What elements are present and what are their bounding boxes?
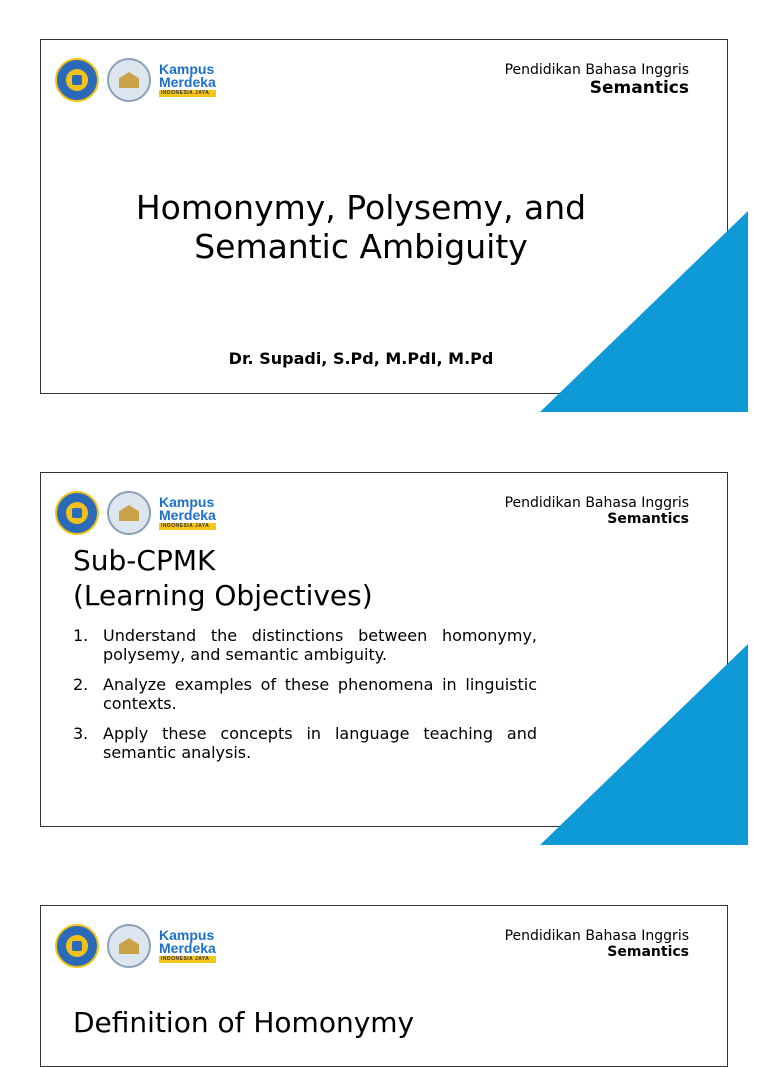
course-name: Semantics xyxy=(589,78,689,98)
tut-wuri-handayani-logo-icon xyxy=(55,58,99,102)
slide-header xyxy=(505,62,689,98)
accent-triangle xyxy=(540,211,748,412)
logo-group xyxy=(55,54,216,106)
author-name: Dr. Supadi, S.Pd, M.PdI, M.Pd xyxy=(228,349,494,368)
objectives-list xyxy=(73,626,537,773)
kampus-merdeka-logo: Kampus Merdeka INDONESIA JAYA xyxy=(159,927,216,962)
list-item: 3. Apply these concepts in language teaching and semantic analysis. xyxy=(73,724,537,762)
slide-3 xyxy=(40,905,728,1067)
accent-triangle xyxy=(540,644,748,845)
program-name: Pendidikan Bahasa Inggris xyxy=(504,62,689,78)
list-item: 1. Understand the distinctions between homonymy, polysemy, and semantic ambiguity. xyxy=(73,626,537,664)
logo-group xyxy=(55,920,216,972)
tut-wuri-handayani-logo-icon xyxy=(55,924,99,968)
program-name: Pendidikan Bahasa Inggris xyxy=(504,495,689,511)
kampus-merdeka-logo: Kampus Merdeka INDONESIA JAYA xyxy=(159,494,216,529)
university-seal-icon xyxy=(107,491,151,535)
course-name: Semantics xyxy=(607,511,689,527)
slide-title: Homonymy, Polysemy, and Semantic Ambiguity xyxy=(135,188,587,266)
list-item: 2. Analyze examples of these phenomena in linguistic contexts. xyxy=(73,675,537,713)
university-seal-icon xyxy=(107,924,151,968)
university-seal-icon xyxy=(107,58,151,102)
tut-wuri-handayani-logo-icon xyxy=(55,491,99,535)
slide-title: Definition of Homonymy xyxy=(73,1006,415,1039)
slide-title: Sub-CPMK (Learning Objectives) xyxy=(73,544,373,612)
logo-group xyxy=(55,487,216,539)
kampus-merdeka-logo: Kampus Merdeka INDONESIA JAYA xyxy=(159,61,216,96)
slide-header xyxy=(505,495,689,527)
slide-header xyxy=(505,928,689,960)
course-name: Semantics xyxy=(607,944,689,960)
program-name: Pendidikan Bahasa Inggris xyxy=(504,928,689,944)
